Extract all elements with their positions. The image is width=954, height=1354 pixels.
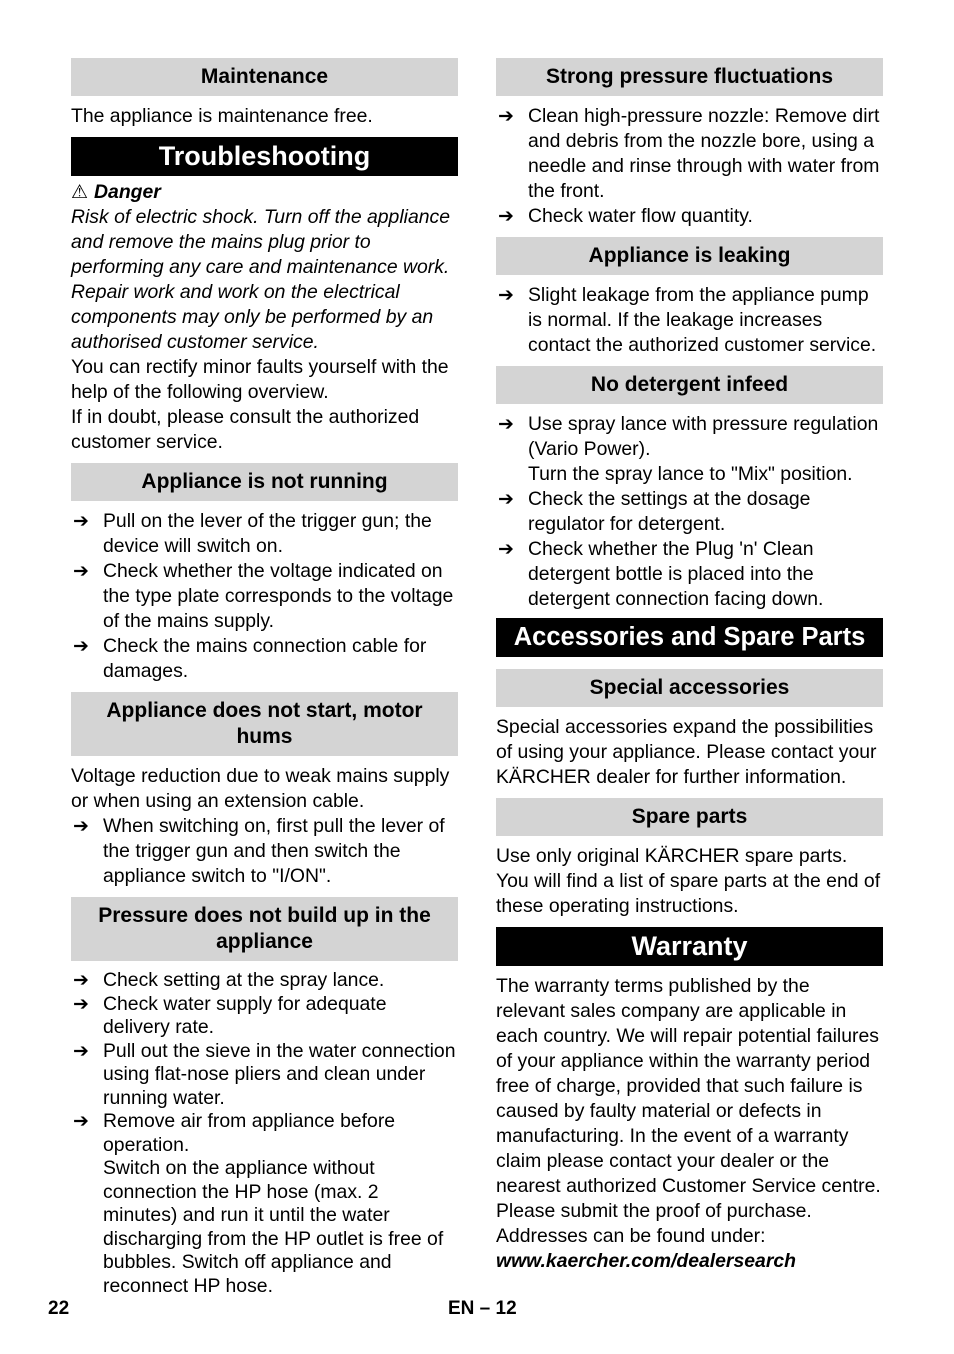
maintenance-text: The appliance is maintenance free. bbox=[71, 105, 373, 127]
list-item: ➔ Check water supply for adequate delivery rate. bbox=[73, 992, 387, 1038]
not-running-list bbox=[71, 509, 458, 684]
pressure-list bbox=[71, 969, 458, 1298]
detergent-heading: No detergent infeed bbox=[496, 366, 883, 404]
leaking-heading: Appliance is leaking bbox=[496, 237, 883, 275]
arrow-right-icon: ➔ bbox=[73, 970, 89, 991]
fluctuations-list bbox=[496, 104, 883, 229]
left-column bbox=[71, 58, 458, 1298]
list-item: ➔ Use spray lance with pressure regulation (Vario Power). Turn the spray lance to "Mix" position. bbox=[498, 413, 879, 485]
list-item: ➔ When switching on, first pull the lever of the trigger gun and then switch the appliance switch to "I/ON". bbox=[73, 815, 445, 887]
warranty-text: The warranty terms published by the relevant sales company are applicable in each country. We will repair potential failures of your appliance within the warranty period free of charge, provided that such failure is caused by faulty material or defects in manufacturing. In the event of a warranty claim please contact your dealer or the nearest authorized Customer Service centre. Please submit the proof of purchase. bbox=[496, 975, 881, 1222]
warning-triangle-icon: ⚠ bbox=[71, 182, 89, 203]
motor-hums-text: Voltage reduction due to weak mains supply or when using an extension cable. bbox=[71, 765, 450, 812]
dealer-search-url: www.kaercher.com/dealersearch bbox=[496, 1250, 797, 1272]
arrow-right-icon: ➔ bbox=[498, 539, 514, 560]
arrow-right-icon: ➔ bbox=[73, 636, 89, 657]
arrow-right-icon: ➔ bbox=[498, 106, 514, 127]
arrow-right-icon: ➔ bbox=[498, 489, 514, 510]
arrow-right-icon: ➔ bbox=[73, 561, 89, 582]
list-item: ➔ Slight leakage from the appliance pump is normal. If the leakage increases contact the authorized customer service. bbox=[498, 284, 877, 356]
spare-parts-text: Use only original KÄRCHER spare parts. You will find a list of spare parts at the end of these operating instructions. bbox=[496, 845, 881, 917]
danger-text-2: Repair work and work on the electrical components may only be performed by an authorised customer service. bbox=[71, 281, 434, 353]
special-accessories-text: Special accessories expand the possibilities of using your appliance. Please contact your KÄRCHER dealer for further information. bbox=[496, 716, 877, 788]
accessories-heading: Accessories and Spare Parts bbox=[496, 618, 883, 657]
troubleshooting-heading: Troubleshooting bbox=[71, 137, 458, 176]
list-item: ➔ Check the mains connection cable for damages. bbox=[73, 635, 427, 682]
addresses-text: Addresses can be found under: bbox=[496, 1225, 766, 1247]
arrow-right-icon: ➔ bbox=[73, 1040, 89, 1062]
list-item: ➔ Check whether the Plug 'n' Clean detergent bottle is placed into the detergent connection facing down. bbox=[498, 538, 824, 610]
arrow-right-icon: ➔ bbox=[73, 1111, 89, 1132]
not-running-heading: Appliance is not running bbox=[71, 463, 458, 501]
list-item: ➔ Check water flow quantity. bbox=[498, 205, 753, 227]
arrow-right-icon: ➔ bbox=[73, 511, 89, 532]
intro-text-2: If in doubt, please consult the authorized customer service. bbox=[71, 406, 420, 453]
warranty-heading: Warranty bbox=[496, 927, 883, 966]
detergent-list bbox=[496, 412, 883, 612]
maintenance-heading: Maintenance bbox=[71, 58, 458, 96]
page-label: EN – 12 bbox=[448, 1298, 517, 1319]
list-item: ➔ Check setting at the spray lance. bbox=[73, 969, 385, 991]
spare-parts-heading: Spare parts bbox=[496, 798, 883, 836]
detergent-subtext: Turn the spray lance to "Mix" position. bbox=[528, 463, 853, 485]
motor-hums-list bbox=[71, 814, 458, 889]
arrow-right-icon: ➔ bbox=[73, 993, 89, 1015]
list-item: ➔ Pull on the lever of the trigger gun; the device will switch on. bbox=[73, 510, 432, 557]
page-number: 22 bbox=[48, 1298, 70, 1319]
leaking-list bbox=[496, 283, 883, 358]
list-item: ➔ Clean high-pressure nozzle: Remove dirt and debris from the nozzle bore, using a needle and rinse through with water from the front. bbox=[498, 105, 880, 202]
arrow-right-icon: ➔ bbox=[498, 285, 514, 306]
intro-text-1: You can rectify minor faults yourself with the help of the following overview. bbox=[71, 356, 449, 403]
arrow-right-icon: ➔ bbox=[498, 414, 514, 435]
list-item: ➔ Check whether the voltage indicated on the type plate corresponds to the voltage of the mains supply. bbox=[73, 560, 454, 632]
list-item: ➔ Check the settings at the dosage regulator for detergent. bbox=[498, 488, 811, 535]
air-subtext: Switch on the appliance without connection the HP hose (max. 2 minutes) and run it until the water discharging from the HP outlet is free of bubbles. Switch off appliance and reconnect HP hose. bbox=[103, 1157, 444, 1297]
fluctuations-heading: Strong pressure fluctuations bbox=[496, 58, 883, 96]
motor-hums-heading: Appliance does not start, motor hums bbox=[71, 692, 458, 756]
pressure-heading: Pressure does not build up in the appliance bbox=[71, 897, 458, 961]
list-item: ➔ Remove air from appliance before operation. Switch on the appliance without connection the HP hose (max. 2 minutes) and run it until the water discharging from the HP outlet is free of bubbles. Switch off appliance and reconnect HP hose. bbox=[73, 1110, 444, 1297]
danger-label: Danger bbox=[94, 181, 161, 203]
arrow-right-icon: ➔ bbox=[73, 816, 89, 837]
arrow-right-icon: ➔ bbox=[498, 206, 514, 227]
danger-label-line bbox=[71, 180, 458, 205]
danger-text-1: Risk of electric shock. Turn off the appliance and remove the mains plug prior to performing any care and maintenance work. bbox=[71, 206, 451, 278]
special-accessories-heading: Special accessories bbox=[496, 669, 883, 707]
list-item: ➔ Pull out the sieve in the water connection using flat-nose pliers and clean under running water. bbox=[73, 1039, 456, 1109]
right-column bbox=[496, 58, 883, 1274]
